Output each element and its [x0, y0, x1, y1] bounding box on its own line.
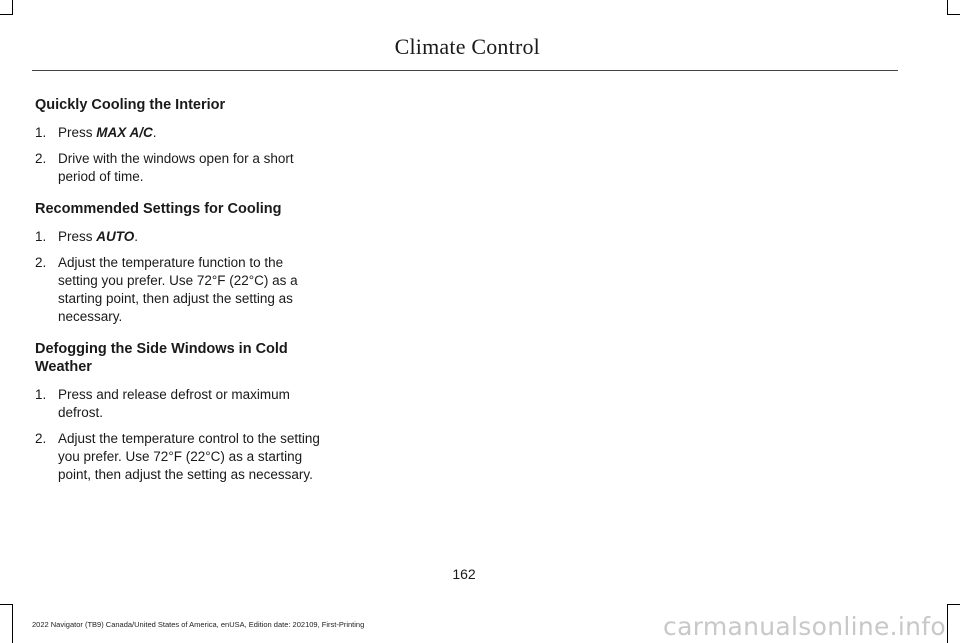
- step-number: 1.: [35, 125, 47, 140]
- watermark: carmanualsonline.info: [663, 612, 946, 641]
- step-item: [35, 386, 320, 422]
- crop-mark-top-right-horizontal: [947, 14, 960, 15]
- step-text: Press: [58, 229, 97, 244]
- step-number: 2.: [35, 431, 47, 446]
- section-recommended-cooling: [35, 200, 320, 326]
- step-text: Drive with the windows open for a short period of time.: [58, 151, 294, 184]
- step-item: [35, 124, 320, 142]
- section-defogging: [35, 340, 320, 484]
- section-heading: Quickly Cooling the Interior: [35, 97, 226, 113]
- crop-mark-bottom-left-vertical: [12, 604, 13, 643]
- step-number: 2.: [35, 255, 47, 270]
- step-item: [35, 430, 320, 484]
- step-number: 2.: [35, 151, 47, 166]
- step-item: [35, 150, 320, 186]
- step-text: Press: [58, 125, 97, 140]
- page-header: [0, 34, 930, 60]
- step-list: [35, 386, 320, 484]
- crop-mark-bottom-left-horizontal: [0, 604, 13, 605]
- step-list: [35, 124, 320, 186]
- step-text-end: .: [134, 229, 139, 244]
- page-number: 162: [452, 566, 476, 582]
- chapter-title: Climate Control: [394, 34, 540, 59]
- step-item: [35, 254, 320, 326]
- crop-mark-top-left-horizontal: [0, 14, 13, 15]
- section-heading: Recommended Settings for Cooling: [35, 201, 282, 217]
- crop-mark-bottom-right-vertical: [947, 604, 948, 643]
- step-keyword: MAX A/C: [96, 125, 153, 140]
- step-text: Adjust the temperature control to the setting you prefer. Use 72°F (22°C) as a starting point, then adjust the setting as necessary.: [58, 431, 320, 482]
- footer-edition-info: 2022 Navigator (TB9) Canada/United States of America, enUSA, Edition date: 202109, First-Printing: [32, 620, 365, 629]
- crop-mark-bottom-right-horizontal: [947, 604, 960, 605]
- section-quick-cooling: [35, 96, 320, 186]
- step-list: [35, 228, 320, 326]
- step-text: Adjust the temperature function to the setting you prefer. Use 72°F (22°C) as a starting point, then adjust the setting as necessary.: [58, 255, 298, 324]
- crop-mark-top-left-vertical: [12, 0, 13, 14]
- content-column: [35, 96, 320, 498]
- step-item: [35, 228, 320, 246]
- step-text-end: .: [152, 125, 157, 140]
- crop-mark-top-right-vertical: [947, 0, 948, 14]
- header-rule: [32, 70, 898, 71]
- step-number: 1.: [35, 387, 47, 402]
- section-heading: Defogging the Side Windows in Cold Weather: [35, 341, 288, 375]
- step-number: 1.: [35, 229, 47, 244]
- step-text: Press and release defrost or maximum defrost.: [58, 387, 290, 420]
- step-keyword: AUTO: [96, 229, 135, 244]
